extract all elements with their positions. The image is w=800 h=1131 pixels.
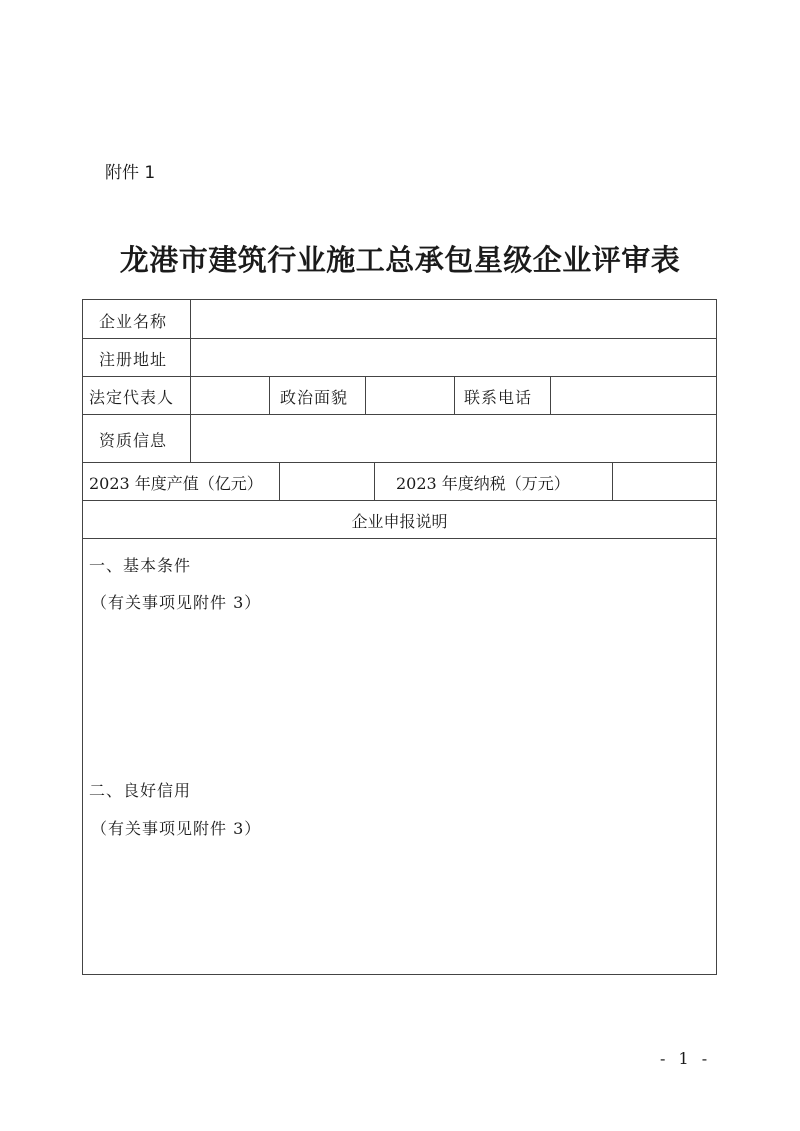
- row-divider: [83, 376, 716, 377]
- column-divider: [454, 376, 455, 414]
- section-note-good-credit: （有关事项见附件 3）: [91, 819, 262, 838]
- page-number: - 1 -: [660, 1049, 712, 1068]
- row-divider: [83, 462, 716, 463]
- column-divider: [365, 376, 366, 414]
- legal-representative-label: 法定代表人: [89, 388, 175, 407]
- page-title: 龙港市建筑行业施工总承包星级企业评审表: [119, 243, 681, 277]
- row-divider: [83, 414, 716, 415]
- company-name-label: 企业名称: [99, 312, 168, 331]
- qualification-label: 资质信息: [99, 431, 168, 450]
- tax-paid-label: 2023 年度纳税（万元）: [396, 474, 570, 493]
- row-divider: [83, 538, 716, 539]
- row-divider: [83, 338, 716, 339]
- row-divider: [83, 500, 716, 501]
- review-form-table: [82, 299, 717, 975]
- column-divider: [550, 376, 551, 414]
- column-divider: [269, 376, 270, 414]
- column-divider: [612, 462, 613, 500]
- section-note-basic-conditions: （有关事项见附件 3）: [91, 593, 262, 612]
- registered-address-label: 注册地址: [99, 350, 168, 369]
- political-status-label: 政治面貌: [280, 388, 349, 407]
- output-value-label: 2023 年度产值（亿元）: [89, 474, 263, 493]
- attachment-label: 附件 1: [105, 163, 156, 183]
- section-heading-good-credit: 二、良好信用: [89, 781, 192, 800]
- column-divider: [374, 462, 375, 500]
- section-heading-basic-conditions: 一、基本条件: [89, 556, 192, 575]
- section-title: 企业申报说明: [351, 512, 448, 531]
- contact-phone-label: 联系电话: [464, 388, 533, 407]
- column-divider: [190, 300, 191, 462]
- column-divider: [279, 462, 280, 500]
